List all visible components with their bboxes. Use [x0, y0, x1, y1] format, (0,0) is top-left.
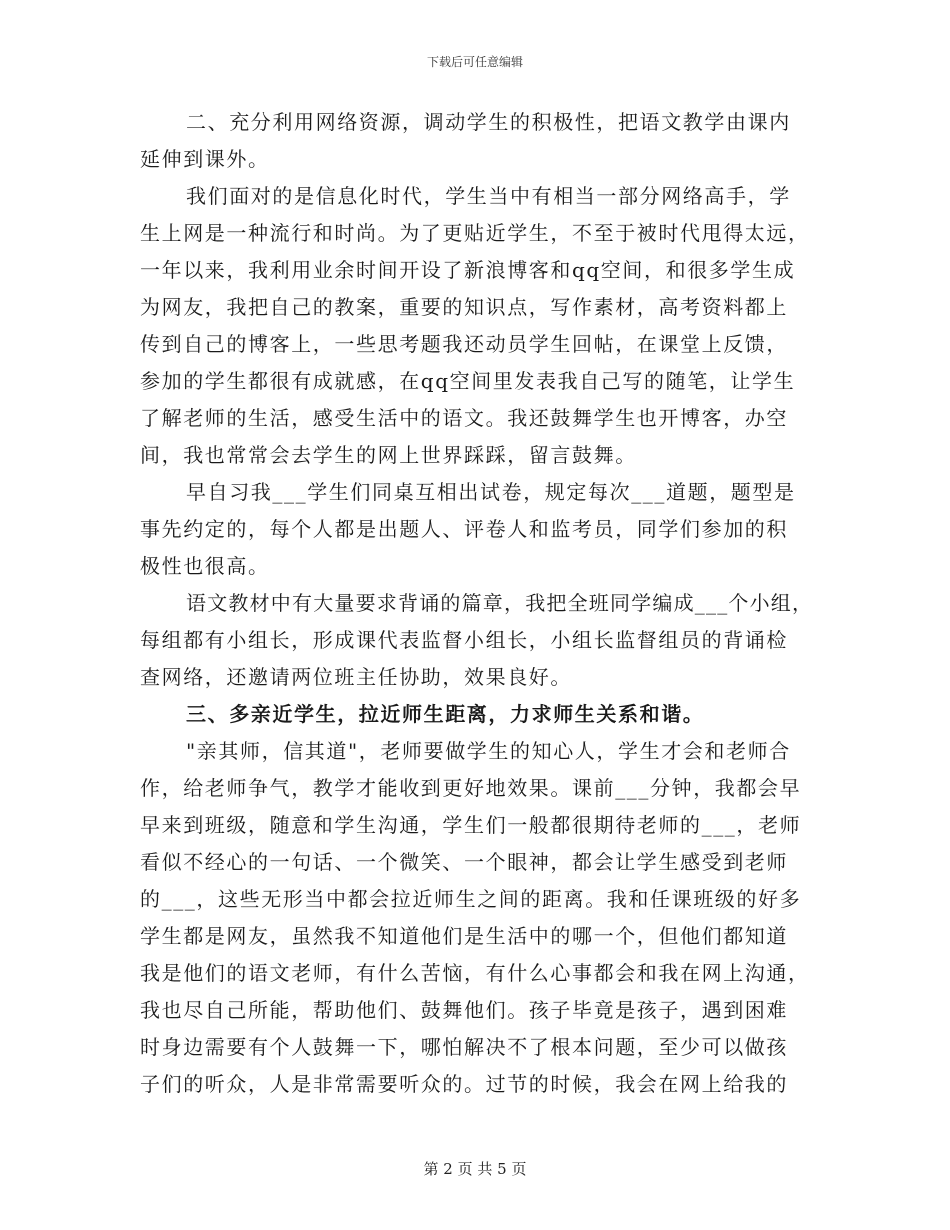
document-body [140, 104, 816, 1103]
page-number-footer: 第 2 页 共 5 页 [423, 1160, 527, 1178]
body-text-line: 了解老师的生活，感受生活中的语文。我还鼓舞学生也开博客，办空 [140, 406, 788, 430]
body-text-line: 极性也很高。 [140, 554, 270, 578]
body-text-line: 学生都是网友，虽然我不知道他们是生活中的哪一个，但他们都知道 [140, 924, 788, 948]
body-text-line: 为网友，我把自己的教案，重要的知识点，写作素材，高考资料都上 [140, 295, 788, 319]
body-text-line: 我也尽自己所能，帮助他们、鼓舞他们。孩子毕竟是孩子，遇到困难 [140, 998, 788, 1022]
body-text-line: 的___，这些无形当中都会拉近师生之间的距离。我和任课班级的好多 [140, 887, 802, 911]
body-text-line: 延伸到课外。 [140, 147, 270, 171]
body-text-line: 一年以来，我利用业余时间开设了新浪博客和qq空间，和很多学生成 [140, 258, 796, 282]
body-text-line: 参加的学生都很有成就感，在qq空间里发表我自己写的随笔，让学生 [140, 369, 796, 393]
body-text-line: 我们面对的是信息化时代，学生当中有相当一部分网络高手，学 [186, 184, 791, 208]
body-text-line: 作，给老师争气，教学才能收到更好地效果。课前___分钟，我都会早 [140, 776, 802, 800]
body-text-line: 看似不经心的一句话、一个微笑、一个眼神，都会让学生感受到老师 [140, 850, 788, 874]
body-text-line: 语文教材中有大量要求背诵的篇章，我把全班同学编成___个小组， [186, 591, 814, 615]
body-text-line: 查网络，还邀请两位班主任协助，效果良好。 [140, 665, 572, 689]
body-text-line: 子们的听众，人是非常需要听众的。过节的时候，我会在网上给我的 [140, 1072, 788, 1096]
body-text-line: 事先约定的，每个人都是出题人、评卷人和监考员，同学们参加的积 [140, 517, 788, 541]
section-heading-line: 三、多亲近学生，拉近师生距离，力求师生关系和谐。 [186, 702, 705, 726]
body-text-line: 早自习我___学生们同桌互相出试卷，规定每次___道题，题型是 [186, 480, 796, 504]
body-text-line: 二、充分利用网络资源，调动学生的积极性，把语文教学由课内 [186, 110, 791, 134]
body-text-line: 每组都有小组长，形成课代表监督小组长，小组长监督组员的背诵检 [140, 628, 788, 652]
header-note: 下载后可任意编辑 [426, 55, 523, 69]
body-text-line: 早来到班级，随意和学生沟通，学生们一般都很期待老师的___，老师 [140, 813, 802, 837]
body-text-line: 我是他们的语文老师，有什么苦恼，有什么心事都会和我在网上沟通， [140, 961, 810, 985]
body-text-line: 传到自己的博客上，一些思考题我还动员学生回帖，在课堂上反馈， [140, 332, 788, 356]
body-text-line: "亲其师，信其道"，老师要做学生的知心人，学生才会和老师合 [186, 739, 791, 763]
body-text-line: 时身边需要有个人鼓舞一下，哪怕解决不了根本问题，至少可以做孩 [140, 1035, 788, 1059]
body-text-line: 生上网是一种流行和时尚。为了更贴近学生，不至于被时代甩得太远， [140, 221, 810, 245]
body-text-line: 间，我也常常会去学生的网上世界踩踩，留言鼓舞。 [140, 443, 637, 467]
